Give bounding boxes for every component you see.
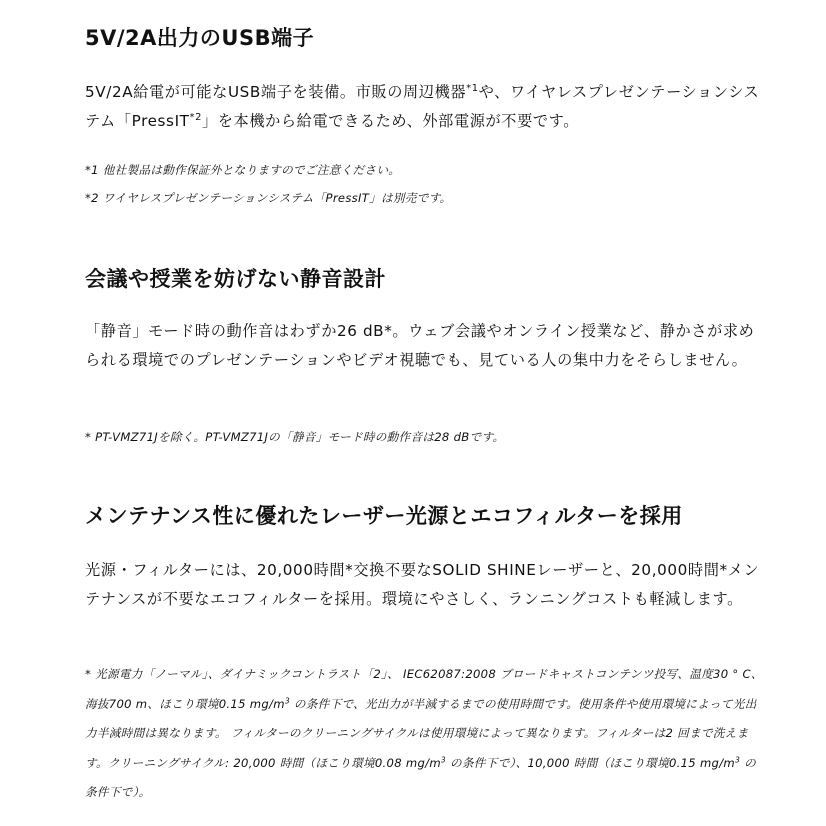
quiet-body-text: 「静音」モード時の動作音はわずか26 dB*。ウェブ会議やオンライン授業など、静かさが求められる環境でのプレゼンテーションやビデオ視聴でも、見ている人の集中力をそらしません。 [85,322,755,369]
section-usb-terminal [85,22,765,52]
maintenance-note-part4: の条件下で）。 [85,755,756,799]
usb-footnote-ref-2: *2 [189,112,202,124]
usb-note-1: *1 他社製品は動作保証外となりますのでご注意ください。 [85,163,401,177]
quiet-note: * PT-VMZ71Jを除く。PT-VMZ71Jの「静音」モード時の動作音は28 dBです。 [85,430,505,444]
usb-note-2: *2 ワイヤレスプレゼンテーションシステム「PressIT」は別売です。 [85,191,452,205]
quiet-body-block [85,317,765,375]
usb-body-part3: 」を本機から給電できるため、外部電源が不要です。 [201,112,580,130]
section-quiet-design [85,263,765,293]
usb-body-block [85,78,765,136]
usb-body-part1: 5V/2A給電が可能なUSB端子を装備。市販の周辺機器 [85,83,467,101]
usb-body-part2: や、ワイヤレスプレゼンテーションシステム「PressIT [85,83,760,130]
heading-quiet-design: 会議や授業を妨げない静音設計 [85,267,386,291]
maintenance-notes-block [85,660,765,808]
maintenance-body-text: 光源・フィルターには、20,000時間*交換不要なSOLID SHINEレーザーと、20,000時間*メンテナンスが不要なエコフィルターを採用。環境にやさしく、ランニングコストも軽減します。 [85,561,760,608]
maintenance-note [85,660,765,808]
section-maintenance [85,500,765,530]
maintenance-note-part3: の条件下で）、10,000 時間（ほこり環境0.15 mg/m [446,755,736,770]
quiet-notes-block [85,423,765,451]
usb-body-text [85,78,765,136]
maintenance-note-sup2: 3 [440,754,447,764]
maintenance-body-block [85,556,765,614]
usb-notes-block [85,156,765,212]
heading-usb-terminal: 5V/2A出力のUSB端子 [85,26,315,50]
maintenance-note-sup1: 3 [284,695,290,705]
maintenance-note-part1: * 光源電力「ノーマル」、ダイナミックコントラスト「2」、 IEC62087:2008 ブロードキャストコンテンツ投写、温度30 ° C、海抜700 m、ほこり環境0.15 mg/m [85,667,763,711]
usb-footnote-ref-1: *1 [466,83,479,95]
heading-maintenance: メンテナンス性に優れたレーザー光源とエコフィルターを採用 [85,504,683,528]
maintenance-note-sup3: 3 [735,754,741,764]
maintenance-note-part2: の条件下で、光出力が半減するまでの使用時間です。使用条件や使用環境によって光出力半減時間は異なります。 フィルターのクリーニングサイクルは使用環境によって異なります。フィルターは2 回まで洗えます。クリーニングサイクル: 20,000 時間（ほこり環境0.08 mg/m [85,696,757,770]
